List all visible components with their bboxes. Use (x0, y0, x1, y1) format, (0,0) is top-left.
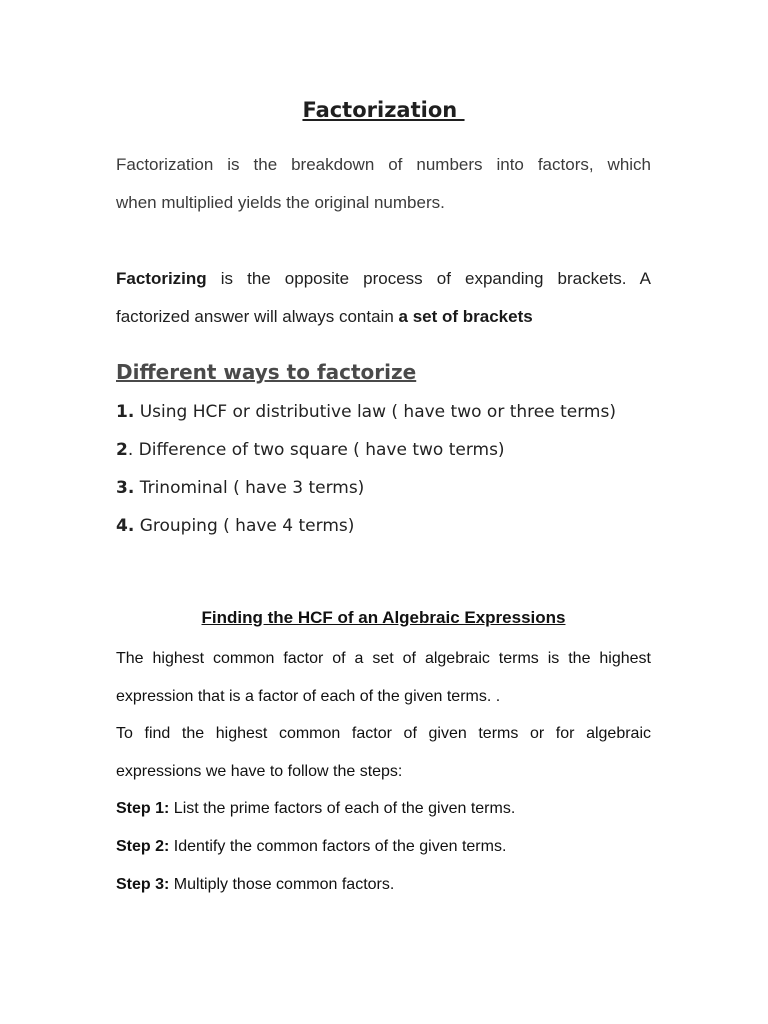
way-item (116, 431, 676, 469)
way-number: 3. (116, 478, 135, 498)
step-item (116, 838, 506, 856)
intro-paragraph (116, 146, 651, 222)
way-number: 2 (116, 440, 128, 460)
factorizing-term: Factorizing (116, 269, 207, 288)
factorizing-line-1 (116, 260, 651, 298)
step-label: Step 1: (116, 800, 170, 817)
way-number: 4. (116, 516, 135, 536)
hcf-find-line-2: expressions we have to follow the steps: (116, 763, 403, 780)
step-text: Multiply those common factors. (169, 876, 395, 893)
intro-line-2: when multiplied yields the original numbers. (116, 193, 445, 212)
way-text: Using HCF or distributive law ( have two or three terms) (134, 402, 616, 422)
way-text: Grouping ( have 4 terms) (134, 516, 355, 536)
step-text: Identify the common factors of the given terms. (169, 838, 507, 855)
way-number: 1. (116, 402, 135, 422)
hcf-heading: Finding the HCF of an Algebraic Expressions (201, 608, 566, 627)
ways-list (116, 393, 676, 545)
step-text: List the prime factors of each of the given terms. (169, 800, 516, 817)
intro-line-1: Factorization is the breakdown of numbers into factors, which (116, 155, 651, 174)
way-item (116, 507, 676, 545)
way-text: . Difference of two square ( have two terms) (127, 440, 505, 460)
ways-heading: Different ways to factorize (116, 360, 417, 384)
step-label: Step 2: (116, 838, 170, 855)
step-item (116, 876, 394, 894)
step-label: Step 3: (116, 876, 170, 893)
step-item (116, 800, 515, 818)
hcf-definition-paragraph (116, 640, 651, 716)
hcf-def-line-2: expression that is a factor of each of the given terms. . (116, 688, 501, 705)
way-item (116, 393, 676, 431)
hcf-find-paragraph (116, 715, 651, 791)
hcf-find-line-1: To find the highest common factor of given terms or for algebraic (116, 725, 651, 742)
factorizing-line-1-rest: is the opposite process of expanding brackets. A (206, 269, 651, 288)
hcf-def-line-1: The highest common factor of a set of algebraic terms is the highest (116, 650, 651, 667)
way-item (116, 469, 676, 507)
factorizing-line-2 (116, 298, 651, 336)
page-title (116, 98, 651, 122)
page-title-text: Factorization (302, 98, 465, 122)
way-text: Trinominal ( have 3 terms) (134, 478, 365, 498)
factorizing-line-2-text: factorized answer will always contain (116, 307, 399, 326)
factorizing-brackets-emphasis: a set of brackets (398, 307, 533, 326)
factorizing-paragraph (116, 260, 651, 336)
